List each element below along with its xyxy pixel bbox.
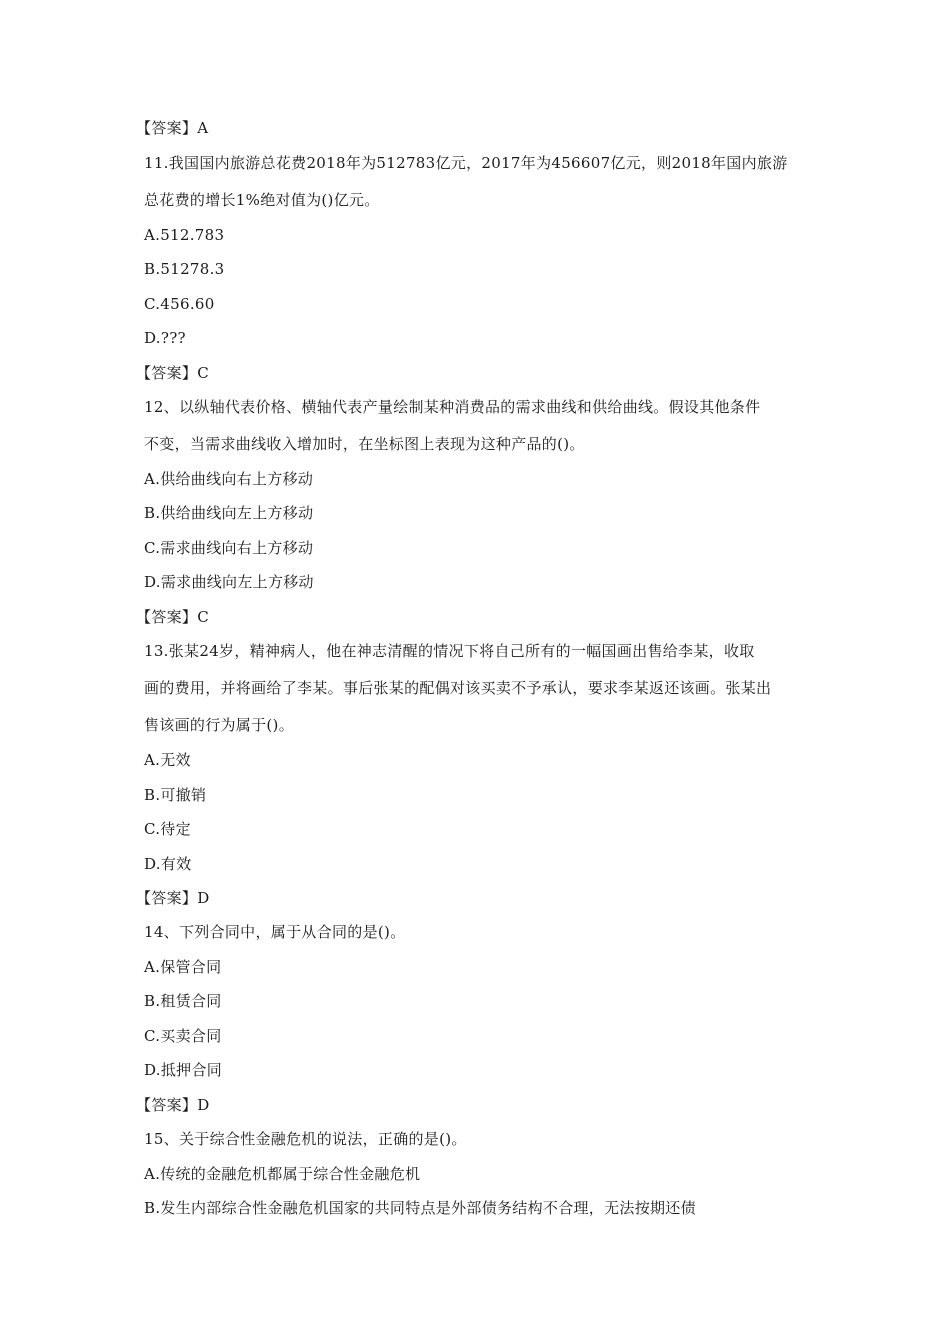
question-13-text-cont: 画的费用，并将画给了李某。事后张某的配偶对该买卖不予承认，要求李某返还该画。张某出 [144,679,772,697]
question-11-text: 11.我国国内旅游总花费2018年为512783亿元，2017年为456607亿元，则2018年国内旅游 [144,154,788,172]
question-11-text-cont: 总花费的增长1%绝对值为()亿元。 [144,191,380,209]
answer-line: 【答案】A [136,119,209,137]
option-b: B.供给曲线向左上方移动 [144,504,314,522]
option-d: D.有效 [144,855,192,873]
question-15-text: 15、关于综合性金融危机的说法，正确的是()。 [144,1130,467,1148]
option-b: B.可撤销 [144,786,207,804]
option-c: C.待定 [144,820,191,838]
option-c: C.买卖合同 [144,1027,222,1045]
answer-line: 【答案】D [136,1096,210,1114]
option-d: D.抵押合同 [144,1061,223,1079]
answer-line: 【答案】D [136,889,210,907]
question-12-text: 12、以纵轴代表价格、横轴代表产量绘制某种消费品的需求曲线和供给曲线。假设其他条件 [144,398,761,416]
question-13-text: 13.张某24岁，精神病人，他在神志清醒的情况下将自己所有的一幅国画出售给李某，收取 [144,642,755,660]
option-a: A.无效 [144,751,191,769]
question-12-text-cont: 不变，当需求曲线收入增加时，在坐标图上表现为这种产品的()。 [144,435,585,453]
option-a: A.传统的金融危机都属于综合性金融危机 [144,1165,421,1183]
option-b: B.发生内部综合性金融危机国家的共同特点是外部债务结构不合理，无法按期还债 [144,1199,696,1217]
option-b: B.租赁合同 [144,992,222,1010]
option-a: A.512.783 [144,226,225,244]
option-d: D.需求曲线向左上方移动 [144,573,314,591]
answer-line: 【答案】C [136,364,209,382]
option-c: C.需求曲线向右上方移动 [144,539,314,557]
option-d: D.??? [144,329,186,347]
answer-line: 【答案】C [136,608,209,626]
question-14-text: 14、下列合同中，属于从合同的是()。 [144,923,406,941]
option-b: B.51278.3 [144,260,225,278]
question-13-text-cont: 售该画的行为属于()。 [144,716,295,734]
option-a: A.供给曲线向右上方移动 [144,470,314,488]
option-a: A.保管合同 [144,958,222,976]
option-c: C.456.60 [144,295,215,313]
